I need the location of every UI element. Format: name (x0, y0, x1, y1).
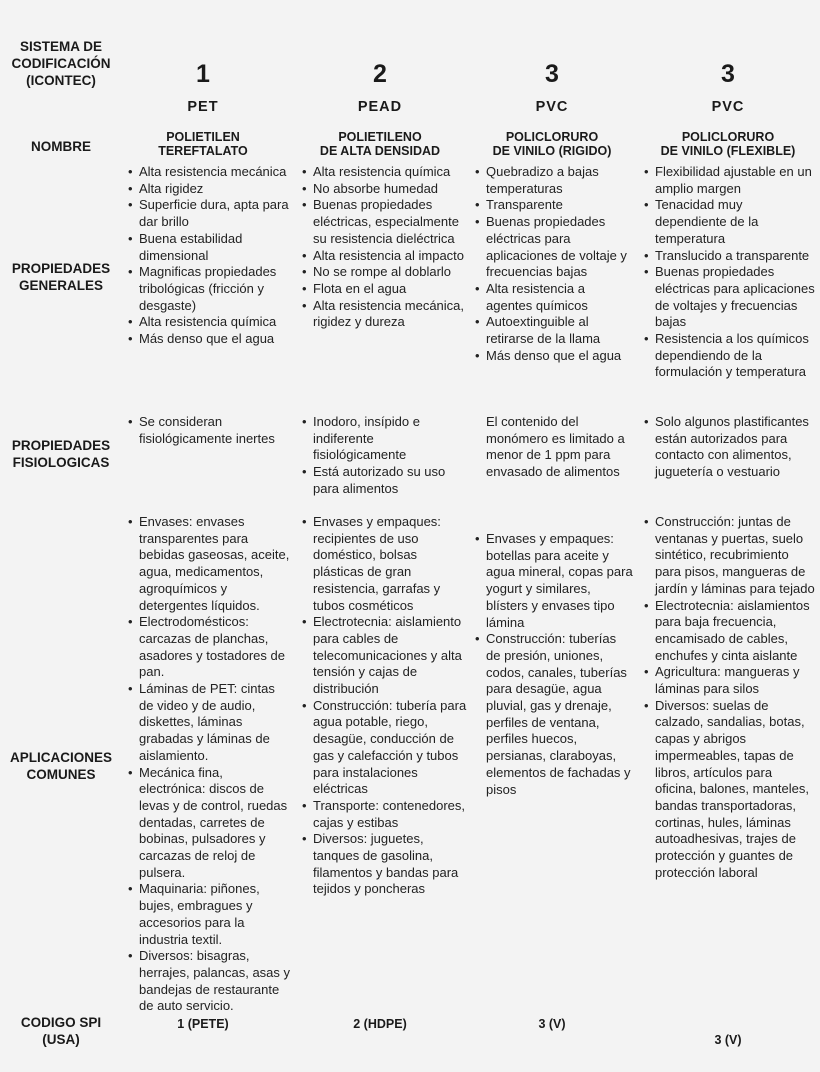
polymer-name (118, 130, 288, 158)
aplicaciones-list (302, 514, 467, 898)
list-item: • Alta resistencia mecánica (128, 164, 291, 181)
list-item: • Electrodomésticos: carcazas de planchas, asadores y tostadores de pan. (128, 614, 291, 681)
list-item: • Transparente (475, 197, 633, 214)
list-item: • Electrotecnia: aislamientos para baja frecuencia, encamisado de cables, enchufes y cinta aislante (644, 598, 816, 665)
list-item: • Tenacidad muy dependiente de la temperatura (644, 197, 816, 247)
list-item: • Buena estabilidad dimensional (128, 231, 291, 264)
list-item: • No se rompe al doblarlo (302, 264, 467, 281)
list-item: • Envases y empaques: botellas para aceite y agua mineral, copas para yogurt y similares, blísters y envases tipo lámina (475, 531, 633, 631)
list-item: • Más denso que el agua (475, 348, 633, 365)
label-sistema-codificacion (0, 38, 122, 89)
propiedades-generales-list (128, 164, 291, 348)
fisiologicas-paragraph: El contenido del monómero es limitado a menor de 1 ppm para envasado de alimentos (486, 414, 625, 480)
label-line: (ICONTEC) (26, 73, 96, 88)
list-item: • Electrotecnia: aislamiento para cables de telecomunicaciones y alta tensión y cajas de distribución (302, 614, 467, 698)
codigo-spi-value: 3 (V) (714, 1033, 742, 1047)
list-item: • Alta rigidez (128, 181, 291, 198)
label-line: COMUNES (26, 767, 96, 782)
list-item: • Diversos: juguetes, tanques de gasolina, filamentos y bandas para tejidos y poncheras (302, 831, 467, 898)
name-line: POLIETILEN (166, 130, 240, 144)
list-item: • Inodoro, insípido e indiferente fisiológicamente (302, 414, 462, 464)
name-line: DE ALTA DENSIDAD (319, 144, 441, 158)
list-item: • Solo algunos plastificantes están autorizados para contacto con alimentos, juguetería o vestuario (644, 414, 816, 481)
code-abbr: PEAD (357, 99, 403, 115)
polymer-name (467, 130, 637, 158)
label-line: FISIOLOGICAS (12, 455, 110, 470)
name-line: DE VINILO (RIGIDO) (492, 144, 612, 158)
name-line: TEREFTALATO (158, 144, 248, 158)
propiedades-generales-list (302, 164, 467, 331)
label-propiedades-generales (0, 260, 122, 294)
aplicaciones-list (644, 514, 816, 881)
list-item: • Translucido a transparente (644, 248, 816, 265)
label-line: (USA) (42, 1032, 80, 1047)
propiedades-fisiologicas-list (128, 414, 291, 447)
label-line: APLICACIONES (9, 750, 112, 765)
list-item: • Más denso que el agua (128, 331, 291, 348)
label-aplicaciones-comunes (0, 749, 122, 783)
label-codigo-spi (0, 1014, 122, 1048)
propiedades-fisiologicas-text (486, 414, 636, 481)
label-line: GENERALES (18, 278, 103, 293)
list-item: • Alta resistencia a agentes químicos (475, 281, 633, 314)
list-item: • Láminas de PET: cintas de video y de audio, diskettes, láminas grabadas y láminas de aislamiento. (128, 681, 291, 765)
list-item: • Diversos: bisagras, herrajes, palancas, asas y bandejas de restaurante de auto servicio. (128, 948, 291, 1015)
name-line: POLIETILENO (338, 130, 422, 144)
propiedades-fisiologicas-list (302, 414, 462, 498)
label-line: SISTEMA DE (19, 39, 102, 54)
aplicaciones-list (128, 514, 291, 1015)
aplicaciones-list (475, 531, 633, 798)
code-abbr: PVC (535, 99, 569, 115)
label-line: PROPIEDADES (11, 438, 111, 453)
list-item: • Construcción: juntas de ventanas y puertas, suelo sintético, recubrimiento para pisos, mangueras de jardín y láminas para tejado (644, 514, 816, 598)
list-item: • Alta resistencia química (302, 164, 467, 181)
list-item: • Flexibilidad ajustable en un amplio margen (644, 164, 816, 197)
label-propiedades-fisiologicas (0, 437, 122, 471)
list-item: • Alta resistencia mecánica, rigidez y dureza (302, 298, 467, 331)
list-item: • Construcción: tubería para agua potable, riego, desagüe, conducción de gas y calefacción y tubos para instalaciones eléctricas (302, 698, 467, 798)
list-item: • Envases y empaques: recipientes de uso doméstico, bolsas plásticas de gran resistencia, garrafas y tubos cosméticos (302, 514, 467, 614)
list-item: • Construcción: tuberías de presión, uniones, codos, canales, tuberías para desagüe, agua pluvial, gas y drenaje, perfiles de ventana, perfiles huecos, persianas, claraboyas, elementos de fachadas y pisos (475, 631, 633, 798)
code-number: 2 (373, 60, 387, 88)
codigo-spi-value: 1 (PETE) (177, 1017, 229, 1031)
list-item: • Buenas propiedades eléctricas para aplicaciones de voltajes y frecuencias bajas (644, 264, 816, 331)
list-item: • Buenas propiedades eléctricas para aplicaciones de voltaje y frecuencias bajas (475, 214, 633, 281)
name-line: DE VINILO (FLEXIBLE) (660, 144, 796, 158)
label-line: CODIFICACIÓN (11, 56, 111, 71)
list-item: • Mecánica fina, electrónica: discos de levas y de control, ruedas dentadas, carretes de bobinas, pulsadores y carcazas de reloj de pulsera. (128, 765, 291, 882)
list-item: • Diversos: suelas de calzado, sandalias, botas, capas y abrigos impermeables, tapas de libros, artículos para oficina, balones, manteles, bandas transportadoras, cortinas, hules, láminas autoadhesivas, trajes de protección y guantes de protección laboral (644, 698, 816, 882)
code-abbr: PET (187, 99, 219, 115)
list-item: • Superficie dura, apta para dar brillo (128, 197, 291, 230)
list-item: • Flota en el agua (302, 281, 467, 298)
polymer-name (295, 130, 465, 158)
list-item: • Magnificas propiedades tribológicas (fricción y desgaste) (128, 264, 291, 314)
propiedades-generales-list (644, 164, 816, 381)
list-item: • Se consideran fisiológicamente inertes (128, 414, 291, 447)
name-line: POLICLORURO (681, 130, 775, 144)
list-item: • Maquinaria: piñones, bujes, embragues y accesorios para la industria textil. (128, 881, 291, 948)
label-nombre: NOMBRE (31, 139, 91, 154)
list-item: • Alta resistencia química (128, 314, 291, 331)
propiedades-generales-list (475, 164, 633, 364)
code-number: 3 (721, 60, 735, 88)
name-line: POLICLORURO (505, 130, 599, 144)
list-item: • Agricultura: mangueras y láminas para silos (644, 664, 816, 697)
polymer-name (643, 130, 813, 158)
label-line: CODIGO SPI (20, 1015, 102, 1030)
list-item: • Envases: envases transparentes para bebidas gaseosas, aceite, agua, medicamentos, agroquímicos y detergentes líquidos. (128, 514, 291, 614)
list-item: • Autoextinguible al retirarse de la llama (475, 314, 633, 347)
code-abbr: PVC (711, 99, 745, 115)
list-item: • No absorbe humedad (302, 181, 467, 198)
code-number: 1 (196, 60, 210, 88)
list-item: • Alta resistencia al impacto (302, 248, 467, 265)
list-item: • Está autorizado su uso para alimentos (302, 464, 462, 497)
code-number: 3 (545, 60, 559, 88)
list-item: • Quebradizo a bajas temperaturas (475, 164, 633, 197)
codigo-spi-value: 3 (V) (538, 1017, 566, 1031)
propiedades-fisiologicas-list (644, 414, 816, 481)
list-item: • Buenas propiedades eléctricas, especialmente su resistencia dieléctrica (302, 197, 467, 247)
list-item: • Transporte: contenedores, cajas y estibas (302, 798, 467, 831)
list-item: • Resistencia a los químicos dependiendo de la formulación y temperatura (644, 331, 816, 381)
label-line: PROPIEDADES (11, 261, 111, 276)
codigo-spi-value: 2 (HDPE) (353, 1017, 407, 1031)
